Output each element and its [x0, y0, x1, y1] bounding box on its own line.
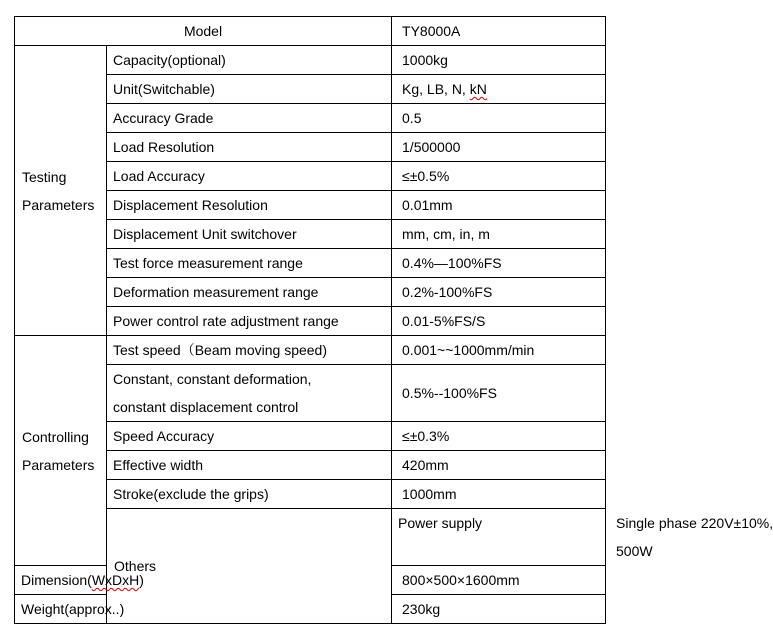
param-label: Displacement Unit switchover [107, 220, 392, 249]
param-label: Capacity(optional) [107, 46, 392, 75]
spec-sheet [14, 16, 773, 624]
param-value: mm, cm, in, m [392, 220, 606, 249]
group-controlling-parameters [15, 336, 107, 566]
label-line: constant displacement control [113, 399, 299, 415]
param-value: ≤±0.5% [392, 162, 606, 191]
table-row [15, 46, 606, 75]
label-line: Constant, constant deformation, [113, 371, 312, 387]
param-value [392, 75, 606, 104]
param-label: Weight(approx..) [15, 595, 107, 624]
param-value: 1000mm [392, 480, 606, 509]
table-row [15, 336, 606, 365]
param-value: 0.4%—100%FS [392, 249, 606, 278]
param-value: 0.01-5%FS/S [392, 307, 606, 336]
param-value: 0.2%-100%FS [392, 278, 606, 307]
param-label: Deformation measurement range [107, 278, 392, 307]
label-part: ) [139, 572, 144, 588]
param-label: Power supply [392, 509, 606, 566]
table-row: Others Power supply Single phase 220V±10%, 500W [15, 509, 606, 566]
header-row [15, 17, 606, 46]
param-label: Load Accuracy [107, 162, 392, 191]
param-value: 1000kg [392, 46, 606, 75]
param-value: 0.5 [392, 104, 606, 133]
param-value: 420mm [392, 451, 606, 480]
param-value: 1/500000 [392, 133, 606, 162]
param-value: 230kg [392, 595, 606, 624]
param-value: 800×500×1600mm [392, 566, 606, 595]
param-label: Load Resolution [107, 133, 392, 162]
param-label: Effective width [107, 451, 392, 480]
label-part: Dimension( [21, 572, 92, 588]
param-value: 0.001~~1000mm/min [392, 336, 606, 365]
value-part-spellcheck: kN [469, 81, 487, 97]
model-header: Model [15, 17, 392, 46]
param-value: 0.5%--100%FS [392, 365, 606, 422]
group-name-line: Testing [22, 168, 67, 185]
param-label [15, 566, 144, 595]
group-name-line: Others [114, 558, 157, 574]
param-value: ≤±0.3% [392, 422, 606, 451]
param-label: Test speed（Beam moving speed) [107, 336, 392, 365]
value-part: Kg, LB, N, [402, 81, 470, 97]
group-testing-parameters [15, 46, 107, 336]
group-name-line: Parameters [22, 456, 95, 473]
spec-table [14, 16, 773, 624]
group-name-line: Parameters [22, 196, 95, 213]
group-name-line: Controlling [22, 428, 89, 445]
param-label [107, 365, 392, 422]
param-label: Stroke(exclude the grips) [107, 480, 392, 509]
param-label: Power control rate adjustment range [107, 307, 392, 336]
param-label: Displacement Resolution [107, 191, 392, 220]
param-value: 0.01mm [392, 191, 606, 220]
model-value: TY8000A [392, 17, 606, 46]
group-others [107, 509, 392, 624]
param-label: Unit(Switchable) [107, 75, 392, 104]
param-label: Speed Accuracy [107, 422, 392, 451]
label-part-spellcheck: WxDxH [91, 572, 140, 588]
param-label: Test force measurement range [107, 249, 392, 278]
param-label: Accuracy Grade [107, 104, 392, 133]
